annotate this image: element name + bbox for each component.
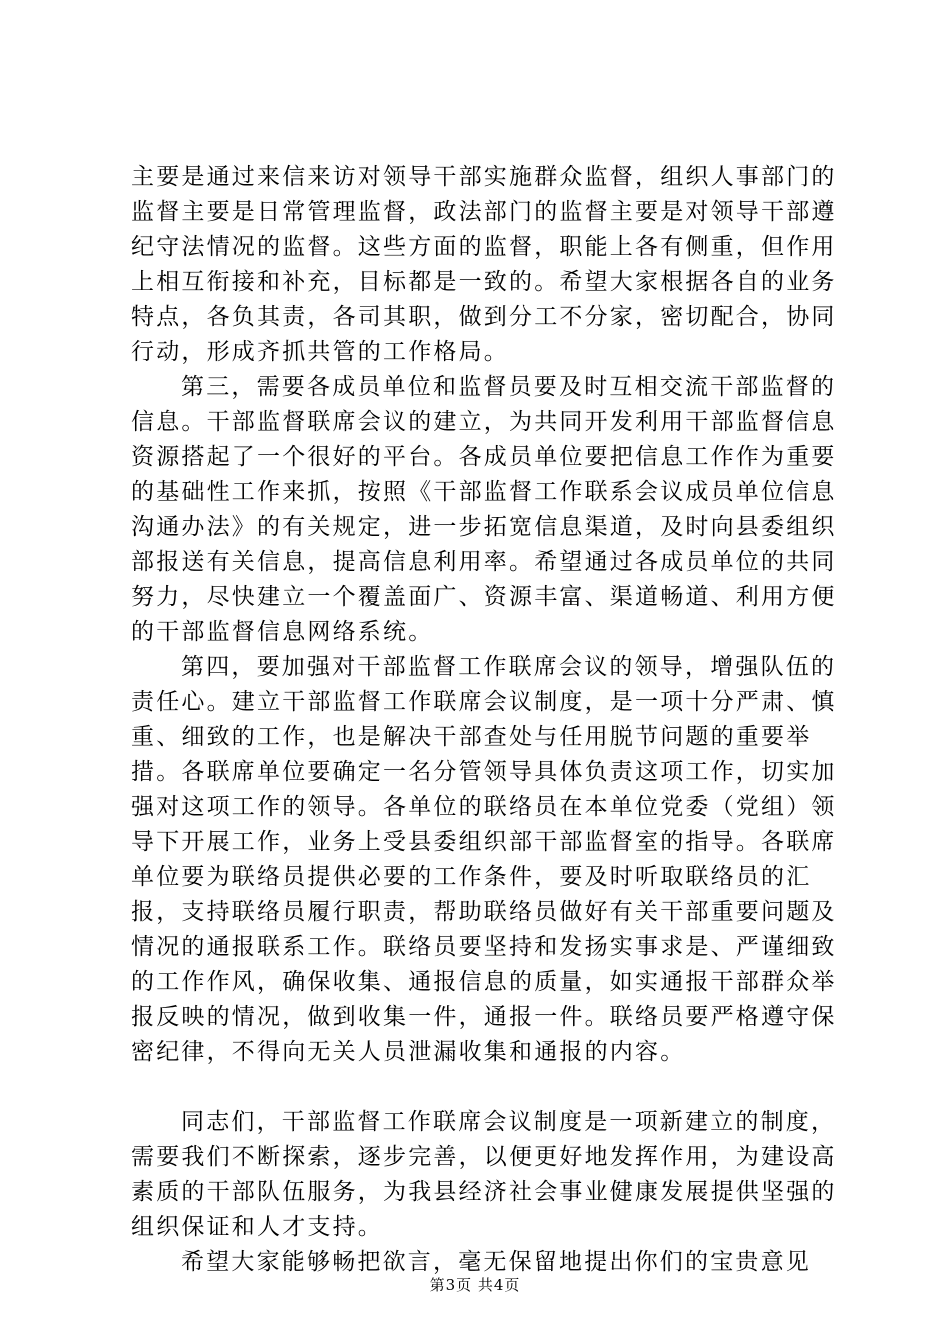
document-body — [131, 160, 851, 1280]
paragraph-final: 希望大家能够畅把欲言，毫无保留地提出你们的宝贵意见 — [181, 1249, 811, 1275]
page-footer: 第3页 共4页 — [429, 1276, 521, 1294]
paragraph-third-point: 第三，需要各成员单位和监督员要及时互相交流干部监督的信息。干部监督联席会议的建立，为共同开发利用干部监督信息资源搭起了一个很好的平台。各成员单位要把信息工作作为重要的基础性工作来抓，按照《干部监督工作联系会议成员单位信息沟通办法》的有关规定，进一步拓宽信息渠道，及时向县委组织部报送有关信息，提高信息利用率。希望通过各成员单位的共同努力，尽快建立一个覆盖面广、资源丰富、渠道畅道、利用方便的干部监督信息网络系统。 — [131, 374, 837, 645]
paragraph-fourth-point: 第四，要加强对干部监督工作联席会议的领导，增强队伍的责任心。建立干部监督工作联席会议制度，是一项十分严肃、慎重、细致的工作，也是解决干部查处与任用脱节问题的重要举措。各联席单位要确定一名分管领导具体负责这项工作，切实加强对这项工作的领导。各单位的联络员在本单位党委（党组）领导下开展工作，业务上受县委组织部干部监督室的指导。各联席单位要为联络员提供必要的工作条件，要及时听取联络员的汇报，支持联络员履行职责，帮助联络员做好有关干部重要问题及情况的通报联系工作。联络员要坚持和发扬实事求是、严谨细致的工作作风，确保收集、通报信息的质量，如实通报干部群众举报反映的情况，做到收集一件，通报一件。联络员要严格遵守保密纪律，不得向无关人员泄漏收集和通报的内容。 — [131, 654, 837, 1065]
paragraph-continuation: 主要是通过来信来访对领导干部实施群众监督，组织人事部门的监督主要是日常管理监督，政法部门的监督主要是对领导干部遵纪守法情况的监督。这些方面的监督，职能上各有侧重，但作用上相互衔接和补充，目标都是一致的。希望大家根据各自的业务特点，各负其责，各司其职，做到分工不分家，密切配合，协同行动，形成齐抓共管的工作格局。 — [131, 164, 837, 365]
paragraph-closing: 同志们，干部监督工作联席会议制度是一项新建立的制度，需要我们不断探索，逐步完善，以便更好地发挥作用，为建设高素质的干部队伍服务，为我县经济社会事业健康发展提供坚强的组织保证和人才支持。 — [131, 1109, 837, 1240]
